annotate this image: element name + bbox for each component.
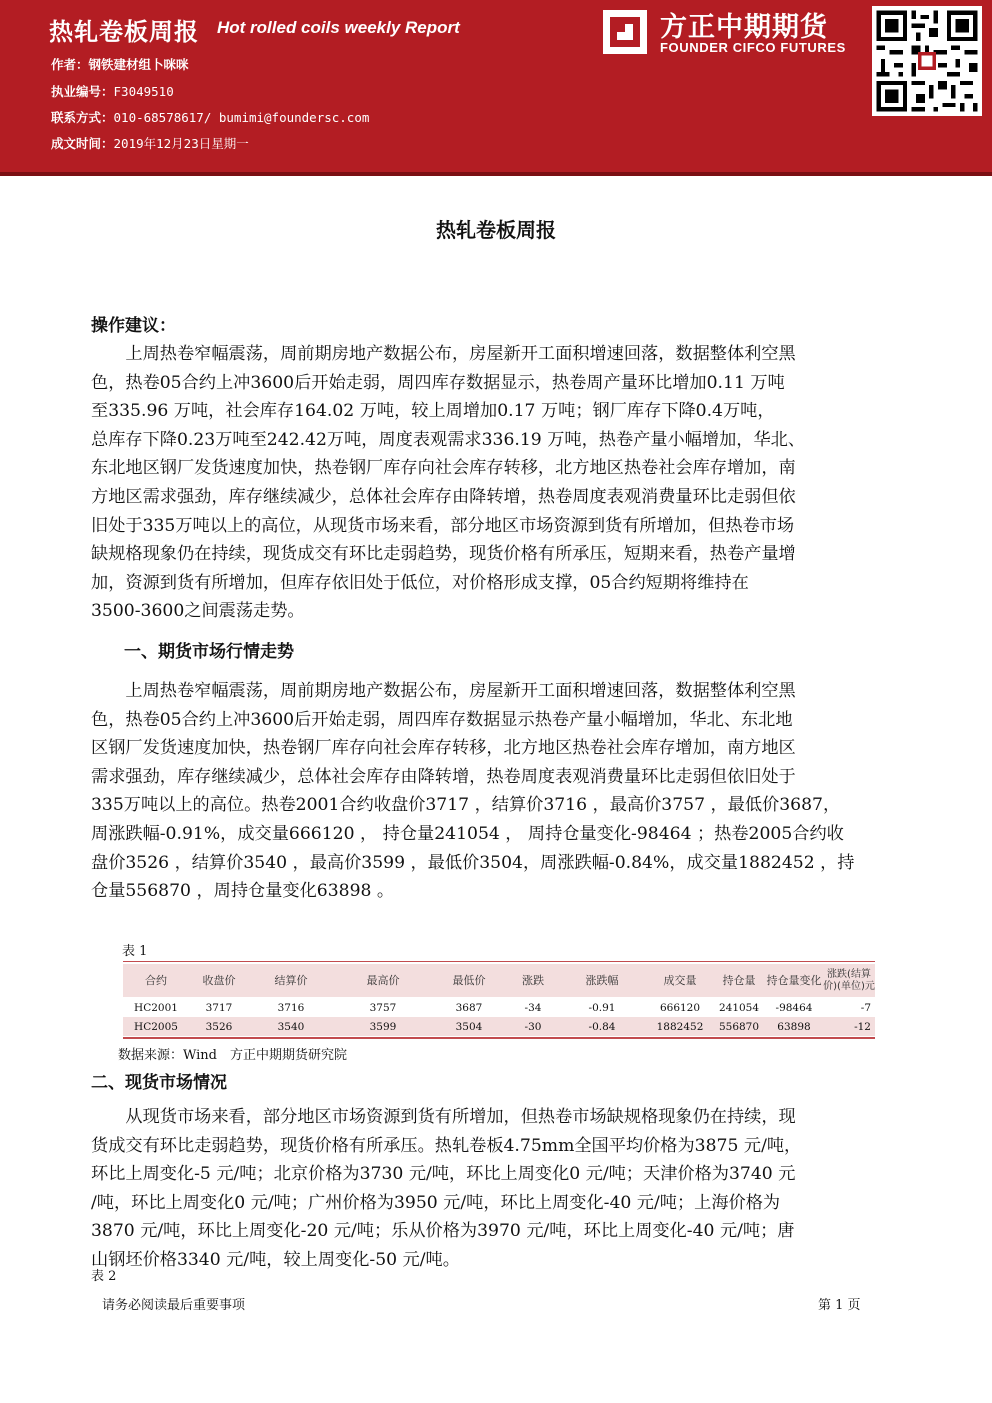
paragraph-line: 旧处于335万吨以上的高位，从现货市场来看，部分地区市场资源到货有所增加，但热卷市场 [91, 515, 795, 536]
document-title: 热轧卷板周报 [436, 218, 556, 242]
logo-text-en: FOUNDER CIFCO FUTURES [660, 40, 846, 55]
paragraph-line: 环比上周变化-5 元/吨；北京价格为3730 元/吨，环比上周变化0 元/吨；天津价格为3740 元 [91, 1164, 796, 1185]
section2-paragraph [91, 1103, 903, 1275]
table-cell: 666120 [659, 1001, 701, 1014]
table-header-cell: 最低价 [452, 973, 486, 987]
paragraph-line: 区钢厂发货速度加快，热卷钢厂库存向社会库存转移，北方地区热卷社会库存增加，南方地区 [91, 738, 796, 759]
license-line [51, 82, 174, 100]
table-header-cell: 涨跌 [522, 973, 544, 987]
table-cell: -7 [860, 1001, 871, 1014]
table-header-cell: 涨跌幅 [585, 973, 619, 987]
header-divider [0, 172, 992, 176]
section1-heading: 一、期货市场行情走势 [124, 642, 294, 662]
contact-value: 010-68578617/ bumimi@foundersc.com [113, 110, 370, 125]
table1-caption: 表 1 [122, 944, 148, 959]
table-cell: 3540 [277, 1020, 305, 1033]
paragraph-line: 盘价3526 ，结算价3540 ，最高价3599 ，最低价3504，周涨跌幅-0.84%，成交量1882452 ，持 [91, 852, 855, 873]
paragraph-line: 需求强劲，库存继续减少，总体社会库存由降转增，热卷周度表观消费量环比走弱但依旧处于 [91, 766, 796, 787]
report-title-cn: 热轧卷板周报 [49, 18, 199, 46]
advice-paragraph [91, 340, 903, 626]
paragraph-line: 东北地区钢厂发货速度加快，热卷钢厂库存向社会库存转移，北方地区热卷社会库存增加，南 [91, 458, 796, 479]
footer-notice: 请务必阅读最后重要事项 [102, 1298, 246, 1313]
license-label: 执业编号： [51, 84, 114, 99]
table-cell: -12 [854, 1020, 871, 1033]
paragraph-line: 上周热卷窄幅震荡，周前期房地产数据公布，房屋新开工面积增速回落，数据整体利空黑 [91, 681, 796, 701]
license-value: F3049510 [113, 84, 174, 99]
section2-heading: 二、现货市场情况 [91, 1073, 227, 1093]
table-header-cell: 收盘价 [202, 973, 236, 987]
table-cell: 3687 [455, 1001, 483, 1014]
table-cell: -30 [524, 1020, 542, 1033]
futures-table [123, 961, 875, 1039]
paragraph-line: 色，热卷05合约上冲3600后开始走弱，周四库存数据显示热卷产量小幅增加，华北、东北地 [91, 709, 793, 730]
table-cell: 3717 [205, 1001, 233, 1014]
table-cell: HC2005 [134, 1020, 178, 1033]
table1-source: 数据来源：Wind 方正中期期货研究院 [118, 1048, 347, 1063]
report-header [0, 0, 992, 172]
table-header-cell: 涨跌(结算价)(单位)元 [823, 968, 875, 992]
paragraph-line: /吨，环比上周变化0 元/吨；广州价格为3950 元/吨，环比上周变化-40 元/吨；上海价格为 [91, 1192, 781, 1213]
table-cell: 556870 [718, 1020, 760, 1033]
date-label: 成文时间： [51, 136, 114, 151]
table-cell: 1882452 [656, 1020, 704, 1033]
table-cell: -0.84 [588, 1020, 616, 1033]
table-cell: 3504 [455, 1020, 483, 1033]
qr-code-icon [872, 6, 982, 116]
paragraph-line: 从现货市场来看，部分地区市场资源到货有所增加，但热卷市场缺规格现象仍在持续，现 [91, 1107, 796, 1127]
paragraph-line: 至335.96 万吨，社会库存164.02 万吨，较上周增加0.17 万吨；钢厂库存下降0.4万吨， [91, 401, 775, 422]
table-cell: 3716 [277, 1001, 305, 1014]
table-header-cell: 持仓量变化 [766, 973, 822, 987]
table-cell: 3526 [205, 1020, 233, 1033]
table-cell: 3757 [369, 1001, 397, 1014]
paragraph-line: 总库存下降0.23万吨至242.42万吨，周度表观需求336.19 万吨，热卷产量小幅增加，华北、 [91, 429, 806, 450]
paragraph-line: 加，资源到货有所增加，但库存依旧处于低位，对价格形成支撑，05合约短期将维持在 [91, 572, 749, 593]
author-value: 钢铁建材组卜咪咪 [88, 57, 189, 72]
table-row [123, 998, 875, 1017]
table-header-cell: 最高价 [366, 973, 400, 987]
table2-caption: 表 2 [91, 1269, 117, 1284]
contact-line [51, 108, 369, 126]
date-value: 2019年12月23日星期一 [113, 136, 249, 151]
logo-text-cn: 方正中期期货 [660, 12, 828, 43]
founder-logo-icon [603, 10, 647, 54]
paragraph-line: 335万吨以上的高位。热卷2001合约收盘价3717 ，结算价3716 ，最高价3757 ，最低价3687， [91, 795, 841, 816]
table-cell: 3599 [369, 1020, 397, 1033]
paragraph-line: 色，热卷05合约上冲3600后开始走弱，周四库存数据显示，热卷周产量环比增加0.11 万吨 [91, 372, 785, 393]
author-line [51, 55, 189, 73]
table-header-cell: 成交量 [663, 973, 697, 987]
table-cell: -98464 [775, 1001, 813, 1014]
contact-label: 联系方式： [51, 110, 114, 125]
table-header-row [123, 964, 875, 997]
report-title-en: Hot rolled coils weekly Report [217, 18, 460, 37]
advice-heading: 操作建议： [91, 316, 176, 336]
paragraph-line: 方地区需求强劲，库存继续减少，总体社会库存由降转增，热卷周度表观消费量环比走弱但依 [91, 486, 796, 507]
paragraph-line: 仓量556870 ，周持仓量变化63898 。 [91, 881, 395, 902]
section1-paragraph [91, 677, 903, 906]
paragraph-line: 3870 元/吨，环比上周变化-20 元/吨；乐从价格为3970 元/吨，环比上周变化-40 元/吨；唐 [91, 1221, 795, 1242]
paragraph-line: 缺规格现象仍在持续，现货成交有环比走弱趋势，现货价格有所承压，短期来看，热卷产量增 [91, 544, 796, 565]
date-line [51, 134, 249, 152]
paragraph-line: 货成交有环比走弱趋势，现货价格有所承压。热轧卷板4.75mm全国平均价格为3875 元/吨， [91, 1135, 802, 1156]
table-cell: 63898 [777, 1020, 811, 1033]
table-cell: 241054 [718, 1001, 760, 1014]
paragraph-line: 山钢坯价格3340 元/吨，较上周变化-50 元/吨。 [91, 1249, 460, 1270]
author-label: 作者： [51, 57, 89, 72]
paragraph-line: 周涨跌幅-0.91%，成交量666120 ， 持仓量241054 ， 周持仓量变化-98464 ；热卷2005合约收 [91, 823, 844, 844]
table-header-cell: 合约 [145, 973, 167, 987]
paragraph-line: 3500-3600之间震荡走势。 [91, 601, 305, 622]
table-header-cell: 结算价 [274, 973, 308, 987]
table-cell: -34 [524, 1001, 542, 1014]
table-cell: HC2001 [134, 1001, 178, 1014]
table-row [123, 1017, 875, 1036]
table-header-cell: 持仓量 [722, 973, 756, 987]
table-cell: -0.91 [588, 1001, 616, 1014]
paragraph-line: 上周热卷窄幅震荡，周前期房地产数据公布，房屋新开工面积增速回落，数据整体利空黑 [91, 344, 796, 364]
page-number: 第 1 页 [818, 1298, 861, 1313]
